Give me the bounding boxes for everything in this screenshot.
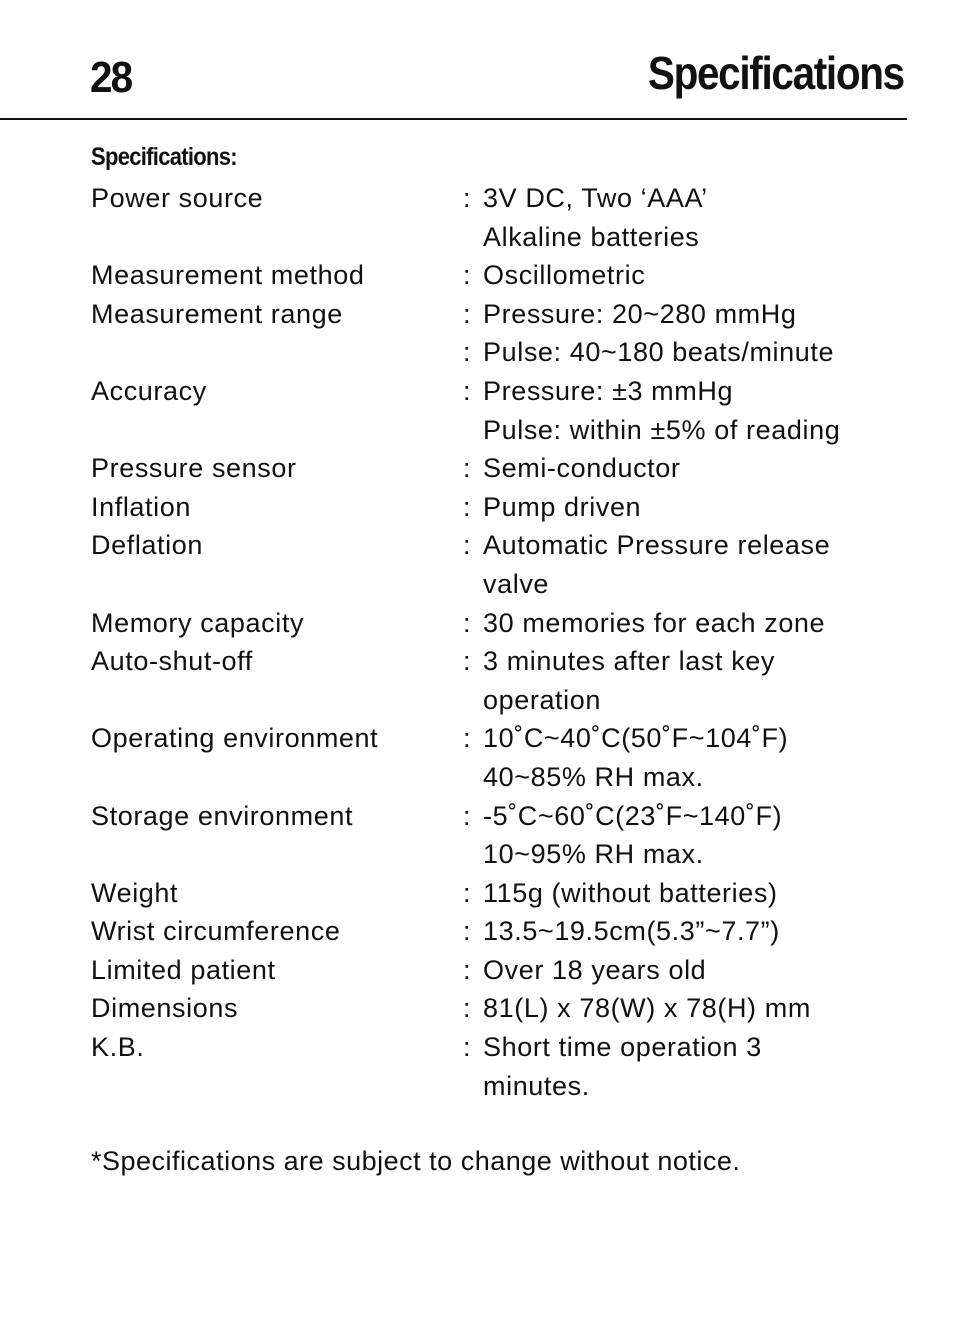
spec-row bbox=[91, 989, 911, 1028]
spec-values bbox=[463, 295, 911, 372]
spec-value-line bbox=[463, 179, 911, 218]
spec-row bbox=[91, 951, 911, 990]
spec-colon: : bbox=[463, 993, 472, 1024]
spec-value-line bbox=[463, 449, 911, 488]
spec-row bbox=[91, 526, 911, 603]
spec-colon bbox=[463, 1067, 483, 1106]
spec-value-line bbox=[463, 488, 911, 527]
spec-colon: : bbox=[463, 337, 472, 368]
spec-colon bbox=[463, 835, 483, 874]
spec-colon: : bbox=[463, 954, 472, 985]
spec-row bbox=[91, 604, 911, 643]
spec-label: Measurement method bbox=[91, 260, 365, 291]
spec-label: Wrist circumference bbox=[91, 916, 341, 947]
spec-value: Automatic Pressure release bbox=[483, 530, 831, 561]
spec-value-line bbox=[463, 835, 911, 874]
spec-value-line bbox=[463, 874, 911, 913]
spec-row bbox=[91, 719, 911, 796]
spec-value-line bbox=[463, 604, 911, 643]
footnote: *Specifications are subject to change without notice. bbox=[91, 1146, 741, 1176]
spec-row bbox=[91, 256, 911, 295]
spec-value-line bbox=[463, 218, 911, 257]
spec-label: Accuracy bbox=[91, 375, 207, 406]
spec-label: K.B. bbox=[91, 1032, 145, 1063]
spec-values bbox=[463, 372, 911, 449]
spec-values bbox=[463, 449, 911, 488]
spec-values bbox=[463, 642, 911, 719]
spec-colon: : bbox=[463, 260, 472, 291]
spec-colon: : bbox=[463, 491, 472, 522]
spec-colon: : bbox=[463, 877, 472, 908]
spec-value: Pressure: ±3 mmHg bbox=[483, 375, 734, 406]
spec-value: Pump driven bbox=[483, 491, 642, 522]
spec-label: Measurement range bbox=[91, 298, 343, 329]
spec-value: Semi-conductor bbox=[483, 453, 681, 484]
spec-row bbox=[91, 912, 911, 951]
spec-value-line bbox=[463, 681, 911, 720]
spec-label: Dimensions bbox=[91, 993, 239, 1024]
spec-label: Memory capacity bbox=[91, 607, 305, 638]
spec-value-line bbox=[463, 912, 911, 951]
spec-value: 3 minutes after last key bbox=[483, 646, 776, 677]
spec-colon bbox=[463, 218, 483, 257]
spec-colon: : bbox=[463, 375, 472, 406]
spec-colon: : bbox=[463, 800, 472, 831]
spec-row bbox=[91, 179, 911, 256]
spec-values bbox=[463, 179, 911, 256]
spec-value-line bbox=[463, 719, 911, 758]
spec-value: 30 memories for each zone bbox=[483, 607, 826, 638]
spec-value-line bbox=[463, 411, 911, 450]
spec-value-line bbox=[463, 256, 911, 295]
spec-label: Operating environment bbox=[91, 723, 379, 754]
spec-value-line bbox=[463, 797, 911, 836]
spec-value: 81(L) x 78(W) x 78(H) mm bbox=[483, 993, 811, 1024]
spec-value: Short time operation 3 bbox=[483, 1032, 762, 1063]
spec-row bbox=[91, 874, 911, 913]
spec-values bbox=[463, 951, 911, 990]
spec-label: Auto-shut-off bbox=[91, 646, 253, 677]
spec-row bbox=[91, 372, 911, 449]
spec-values bbox=[463, 797, 911, 874]
spec-value: 10~95% RH max. bbox=[483, 839, 704, 870]
spec-row bbox=[91, 642, 911, 719]
spec-colon bbox=[463, 758, 483, 797]
spec-colon: : bbox=[463, 183, 472, 213]
spec-colon: : bbox=[463, 530, 472, 561]
spec-colon: : bbox=[463, 453, 472, 484]
spec-value-line bbox=[463, 526, 911, 565]
spec-colon: : bbox=[463, 607, 472, 638]
spec-values bbox=[463, 989, 911, 1028]
spec-values bbox=[463, 488, 911, 527]
spec-value: 3V DC, Two ‘AAA’ bbox=[483, 183, 708, 213]
spec-colon: : bbox=[463, 298, 472, 329]
spec-colon: : bbox=[463, 1032, 472, 1063]
spec-table bbox=[91, 179, 911, 1105]
spec-colon bbox=[463, 681, 483, 720]
spec-value: Over 18 years old bbox=[483, 954, 707, 985]
spec-value: Pulse: within ±5% of reading bbox=[483, 414, 841, 445]
spec-row bbox=[91, 295, 911, 372]
spec-colon: : bbox=[463, 916, 472, 947]
spec-value: Oscillometric bbox=[483, 260, 646, 291]
spec-value-line bbox=[463, 333, 911, 372]
spec-value: 13.5~19.5cm(5.3”~7.7”) bbox=[483, 916, 780, 947]
spec-values bbox=[463, 256, 911, 295]
spec-value-line bbox=[463, 642, 911, 681]
spec-value-line bbox=[463, 951, 911, 990]
spec-label: Deflation bbox=[91, 530, 203, 561]
spec-value-line bbox=[463, 295, 911, 334]
spec-label: Power source bbox=[91, 183, 264, 213]
section-heading: Specifications: bbox=[91, 143, 237, 171]
spec-value: operation bbox=[483, 684, 601, 715]
spec-value: Pulse: 40~180 beats/minute bbox=[483, 337, 835, 368]
spec-label: Storage environment bbox=[91, 800, 354, 831]
spec-row bbox=[91, 449, 911, 488]
spec-value: Alkaline batteries bbox=[483, 221, 700, 252]
page-number: 28 bbox=[90, 53, 132, 102]
spec-colon bbox=[463, 565, 483, 604]
spec-value-line bbox=[463, 989, 911, 1028]
spec-value: 40~85% RH max. bbox=[483, 761, 704, 792]
spec-row bbox=[91, 1028, 911, 1105]
spec-values bbox=[463, 874, 911, 913]
spec-values bbox=[463, 604, 911, 643]
spec-values bbox=[463, 526, 911, 603]
spec-value-line bbox=[463, 565, 911, 604]
spec-colon: : bbox=[463, 646, 472, 677]
spec-value-line bbox=[463, 372, 911, 411]
spec-values bbox=[463, 1028, 911, 1105]
spec-value-line bbox=[463, 758, 911, 797]
spec-value: Pressure: 20~280 mmHg bbox=[483, 298, 797, 329]
spec-value: 115g (without batteries) bbox=[483, 877, 778, 908]
header-rule bbox=[0, 118, 907, 120]
spec-colon: : bbox=[463, 723, 472, 754]
spec-value: minutes. bbox=[483, 1070, 590, 1101]
spec-colon bbox=[463, 411, 483, 450]
spec-values bbox=[463, 719, 911, 796]
spec-label: Pressure sensor bbox=[91, 453, 297, 484]
spec-label: Inflation bbox=[91, 491, 191, 522]
spec-value: 10˚C~40˚C(50˚F~104˚F) bbox=[483, 723, 789, 754]
spec-value-line bbox=[463, 1028, 911, 1067]
spec-label: Weight bbox=[91, 877, 179, 908]
page-title: Specifications bbox=[648, 47, 904, 99]
spec-value: -5˚C~60˚C(23˚F~140˚F) bbox=[483, 800, 783, 831]
spec-label: Limited patient bbox=[91, 954, 276, 985]
spec-row bbox=[91, 488, 911, 527]
spec-values bbox=[463, 912, 911, 951]
spec-value-line bbox=[463, 1067, 911, 1106]
spec-value: valve bbox=[483, 568, 550, 599]
spec-row bbox=[91, 797, 911, 874]
